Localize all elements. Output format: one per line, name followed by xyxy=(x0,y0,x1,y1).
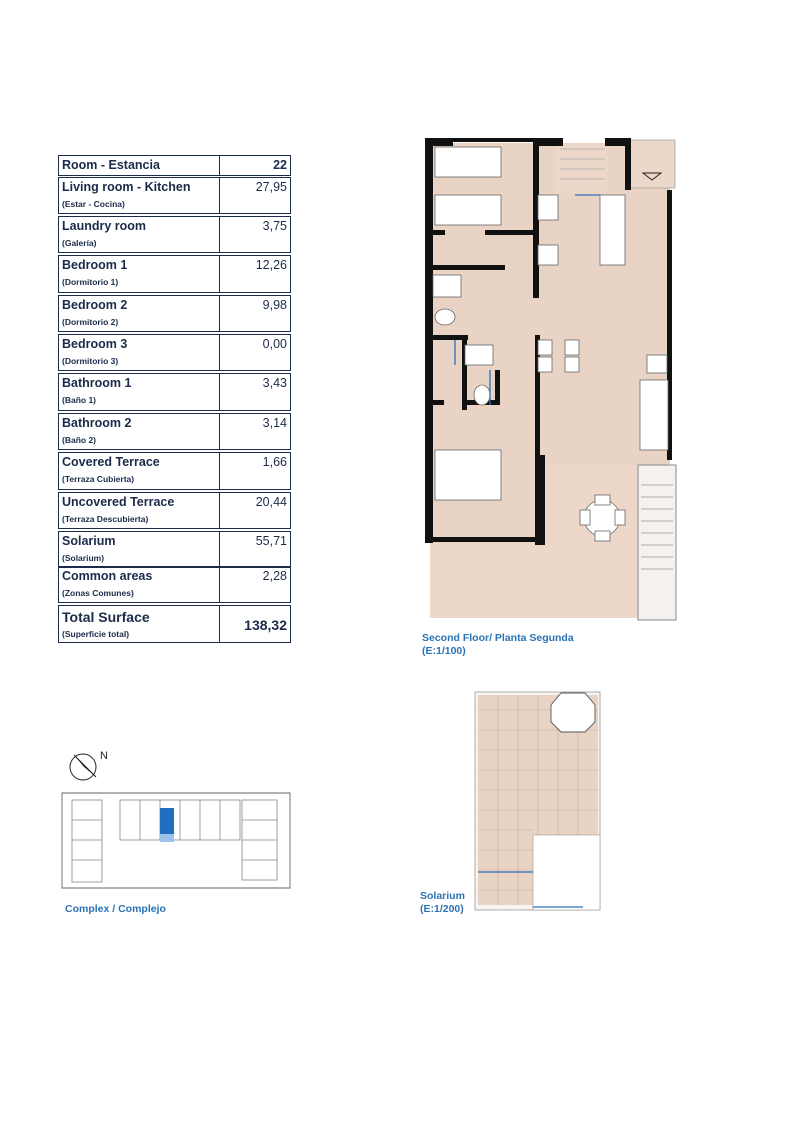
table-row xyxy=(58,531,291,568)
room-name: Bathroom 1 xyxy=(62,376,132,390)
uncovered-terrace xyxy=(430,543,642,618)
room-area-value: 9,98 xyxy=(262,298,287,312)
room-area-value: 55,71 xyxy=(255,534,287,548)
room-subname: (Baño 1) xyxy=(62,395,96,405)
table-row xyxy=(58,566,291,603)
second-floor-scale: (E:1/100) xyxy=(422,645,466,657)
stairs-area xyxy=(638,465,676,620)
room-subname: (Zonas Comunes) xyxy=(62,588,134,598)
total-sub: (Superficie total) xyxy=(62,629,130,639)
room-subname: (Dormitorio 2) xyxy=(62,317,119,327)
total-value: 138,32 xyxy=(244,617,287,633)
table-row xyxy=(58,492,291,529)
room-subname: (Terraza Cubierta) xyxy=(62,474,135,484)
bed-3 xyxy=(435,450,501,500)
table-row xyxy=(58,452,291,490)
solarium-plan xyxy=(473,690,603,912)
svg-text:N: N xyxy=(100,750,108,762)
bed-2 xyxy=(435,195,501,225)
second-floor-title: Second Floor/ Planta Segunda xyxy=(422,632,574,644)
solarium-scale: (E:1/200) xyxy=(420,903,464,915)
solarium-title: Solarium xyxy=(420,890,465,902)
room-area-value: 0,00 xyxy=(262,337,287,351)
room-area-value: 2,28 xyxy=(262,569,287,583)
table-header-value: 22 xyxy=(273,158,287,172)
room-subname: (Galería) xyxy=(62,238,97,248)
table-header-label: Room - Estancia xyxy=(62,158,160,172)
table-row xyxy=(58,295,291,332)
room-name: Bedroom 3 xyxy=(62,337,128,351)
room-name: Bathroom 2 xyxy=(62,416,132,430)
jacuzzi xyxy=(551,693,595,732)
room-area-value: 12,26 xyxy=(255,258,287,272)
table-row xyxy=(58,177,291,214)
room-area-value: 20,44 xyxy=(255,495,287,509)
second-floor-plan xyxy=(425,135,680,625)
room-subname: (Estar - Cocina) xyxy=(62,199,125,209)
complex-title: Complex / Complejo xyxy=(65,903,166,915)
highlighted-unit xyxy=(160,808,174,834)
table-row xyxy=(58,255,291,293)
room-name: Covered Terrace xyxy=(62,455,160,469)
room-subname: (Dormitorio 1) xyxy=(62,277,119,287)
room-name: Solarium xyxy=(62,534,116,548)
bed-1 xyxy=(435,147,501,177)
table-header xyxy=(58,155,291,176)
room-name: Laundry room xyxy=(62,219,147,233)
room-subname: (Dormitorio 3) xyxy=(62,356,119,366)
room-area-value: 1,66 xyxy=(262,455,287,469)
table-total-row xyxy=(58,605,291,643)
room-name: Common areas xyxy=(62,569,153,583)
room-area-value: 3,75 xyxy=(262,219,287,233)
total-label: Total Surface xyxy=(62,609,150,625)
room-area-value: 3,14 xyxy=(262,416,287,430)
room-name: Bedroom 2 xyxy=(62,298,128,312)
room-name: Living room - Kitchen xyxy=(62,180,191,194)
room-area-value: 3,43 xyxy=(262,376,287,390)
room-name: Bedroom 1 xyxy=(62,258,128,272)
table-row xyxy=(58,373,291,411)
table-row xyxy=(58,216,291,253)
table-row xyxy=(58,413,291,450)
room-subname: (Baño 2) xyxy=(62,435,96,445)
complex-site-plan xyxy=(60,790,292,890)
room-area-value: 27,95 xyxy=(255,180,287,194)
table-row xyxy=(58,334,291,371)
room-subname: (Terraza Descubierta) xyxy=(62,514,149,524)
room-name: Uncovered Terrace xyxy=(62,495,175,509)
compass-icon xyxy=(66,745,116,785)
room-subname: (Solarium) xyxy=(62,553,105,563)
